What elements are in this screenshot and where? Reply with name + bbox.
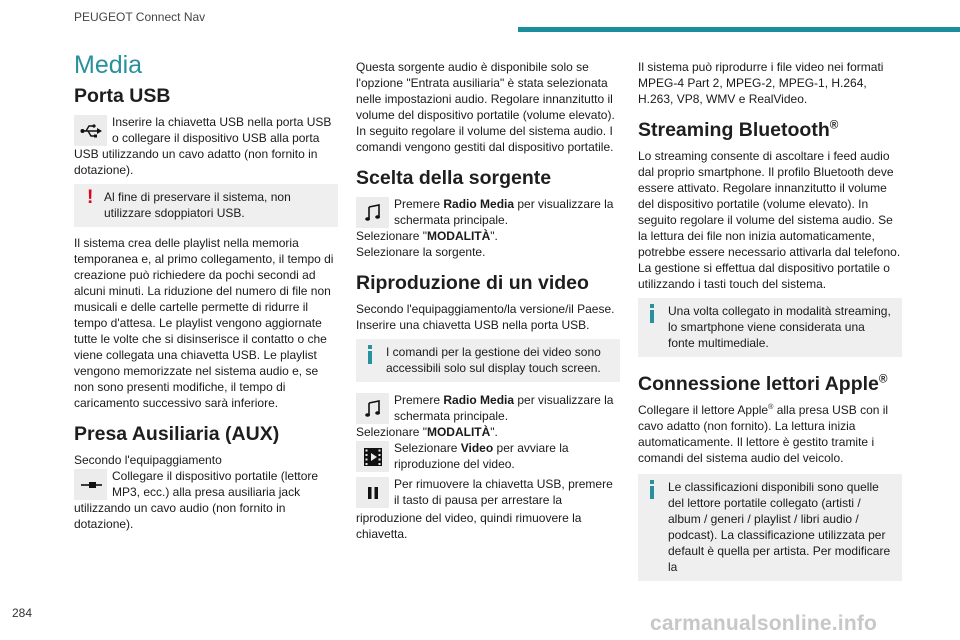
source-select-mode	[356, 228, 620, 244]
aux-instruction-trail: utilizzando un cavo audio (non fornito in dotazione).	[74, 501, 286, 531]
aux-continued: Questa sorgente audio è disponibile solo se l'opzione "Entrata ausiliaria" è stata selezionata nelle impostazioni audio. Regolare innanzitutto il volume del dispositivo portatile (volume elevato). In seguito regolare il volume del sistema audio. I comandi vengono gestiti dal dispositivo portatile.	[356, 60, 615, 154]
source-press-label: Premere	[394, 197, 444, 211]
aux-instruction-text: Collegare il dispositivo portatile (lettore MP3, ecc.) alla presa ausiliaria jack	[112, 469, 319, 499]
apple-paragraph	[638, 402, 902, 466]
apple-reg-mark: ®	[878, 372, 888, 386]
video-select-suffix: ".	[490, 425, 498, 439]
usb-icon	[74, 115, 107, 146]
source-select-suffix: ".	[490, 229, 498, 243]
info-icon	[650, 310, 654, 323]
apple-paragraph-a: Collegare il lettore Apple	[638, 403, 769, 417]
page-number: 284	[12, 606, 33, 620]
source-radio-media: Radio Media	[443, 197, 515, 211]
video-word: Video	[460, 441, 494, 455]
header-title: PEUGEOT Connect Nav	[74, 10, 206, 24]
video-heading: Riproduzione di un video	[356, 272, 589, 294]
section-title: Media	[74, 51, 143, 79]
apple-heading	[638, 373, 902, 395]
video-mode: MODALITÀ	[426, 425, 491, 439]
header-accent-bar	[518, 27, 960, 32]
video-select-rest: per avviare la riproduzione del video.	[394, 441, 569, 471]
bluetooth-heading	[638, 119, 902, 141]
info-icon-dot	[368, 345, 372, 349]
source-mode: MODALITÀ	[426, 229, 491, 243]
apple-paragraph-b: alla presa USB con il cavo adatto (non fornito). La lettura inizia automaticamente. Il lettore è gestito tramite i comandi del sistema audio del veicolo.	[638, 403, 889, 465]
info-icon	[650, 486, 654, 499]
aux-intro: Secondo l'equipaggiamento	[74, 453, 222, 467]
info-icon-dot	[650, 480, 654, 484]
usb-warning-text: Al fine di preservare il sistema, non utilizzare sdoppiatori USB.	[104, 190, 291, 220]
video-press-label: Premere	[394, 393, 444, 407]
video-select-mode	[356, 424, 620, 440]
usb-instruction-trail: USB utilizzando un cavo adatto (non fornito in dotazione).	[74, 147, 318, 177]
source-select-source: Selezionare la sorgente.	[356, 245, 486, 259]
video-press-rest: per visualizzare la schermata principale.	[394, 393, 614, 423]
video-pause-trail: riproduzione del video, quindi rimuovere la chiavetta.	[356, 511, 582, 541]
music-note-icon	[356, 197, 389, 228]
jack-plug-icon	[74, 469, 107, 500]
apple-heading-text: Connessione lettori Apple	[638, 373, 879, 395]
video-play-instruction	[356, 440, 620, 474]
video-info	[356, 339, 620, 382]
video-select-prefix: Selezionare "	[356, 425, 427, 439]
apple-info-text: Le classificazioni disponibili sono quelle del lettore portatile collegato (artisti / album / generi / playlist / libri audio / podcast). La classificazione utilizzata per default è quella per artista. Per modificare la	[668, 480, 891, 574]
bluetooth-info-text: Una volta collegato in modalità streaming, lo smartphone viene considerata una fonte multimediale.	[668, 304, 891, 350]
video-select-label: Selezionare	[394, 441, 461, 455]
bluetooth-heading-text: Streaming Bluetooth	[638, 119, 830, 141]
aux-heading: Presa Ausiliaria (AUX)	[74, 423, 280, 445]
watermark: carmanualsonline.info	[650, 612, 878, 635]
video-film-icon	[356, 441, 389, 472]
video-formats: Il sistema può riprodurre i file video nei formati MPEG-4 Part 2, MPEG-2, MPEG-1, H.264, H.263, VP8, WMV e RealVideo.	[638, 60, 884, 106]
source-instruction	[356, 196, 620, 230]
bluetooth-paragraph: Lo streaming consente di ascoltare i feed audio dal proprio smartphone. Il profilo Bluetooth deve essere attivato. Regolare innanzitutto il volume del dispositivo portatile (volume elevato). In seguito regolare il volume del sistema audio. Se la lettura dei file non inizia automaticamente, potrebbe essere necessario attivarla dal telefono. La gestione si effettua dal dispositivo portatile o utilizzando i tasti touch del sistema.	[638, 149, 901, 291]
bluetooth-reg-mark: ®	[829, 118, 839, 132]
usb-instruction-text: Inserire la chiavetta USB nella porta USB o collegare il dispositivo USB alla porta	[112, 115, 332, 145]
usb-instruction	[74, 114, 338, 148]
column-2	[356, 59, 620, 548]
video-radio-media: Radio Media	[443, 393, 515, 407]
aux-instruction	[74, 468, 338, 502]
video-pause-instruction	[356, 476, 620, 510]
usb-paragraph: Il sistema crea delle playlist nella memoria temporanea e, al primo collegamento, il tempo di creazione può richiedere da pochi secondi ad alcuni minuti. La riduzione del numero di file non musicali e delle cartelle permette di ridurre il tempo d'attesa. Le playlist vengono aggiornate tutte le volte che si disinserisce il contatto o che viene collegata una chiavetta USB. Le playlist vengono memorizzate nel sistema audio e, se non sono presenti modifiche, il tempo di caricamento successivo sarà inferiore.	[74, 236, 334, 410]
music-note-icon	[356, 393, 389, 424]
source-press-rest: per visualizzare la schermata principale.	[394, 197, 614, 227]
source-select-prefix: Selezionare "	[356, 229, 427, 243]
usb-heading: Porta USB	[74, 85, 171, 107]
video-press-instruction	[356, 392, 620, 426]
usb-warning	[74, 184, 338, 227]
column-3	[638, 59, 902, 589]
apple-inline-reg: ®	[768, 402, 774, 411]
video-intro: Secondo l'equipaggiamento/la versione/il Paese. Inserire una chiavetta USB nella porta USB.	[356, 302, 615, 332]
apple-info	[638, 474, 902, 581]
pause-icon	[356, 477, 389, 508]
bluetooth-info	[638, 298, 902, 357]
video-info-text: I comandi per la gestione dei video sono accessibili solo sul display touch screen.	[386, 345, 601, 375]
video-pause-text: Per rimuovere la chiavetta USB, premere il tasto di pausa per arrestare la	[394, 477, 613, 507]
info-icon-dot	[650, 304, 654, 308]
column-1	[74, 51, 338, 538]
source-heading: Scelta della sorgente	[356, 167, 552, 189]
warning-icon: !	[87, 187, 94, 208]
info-icon	[368, 351, 372, 364]
